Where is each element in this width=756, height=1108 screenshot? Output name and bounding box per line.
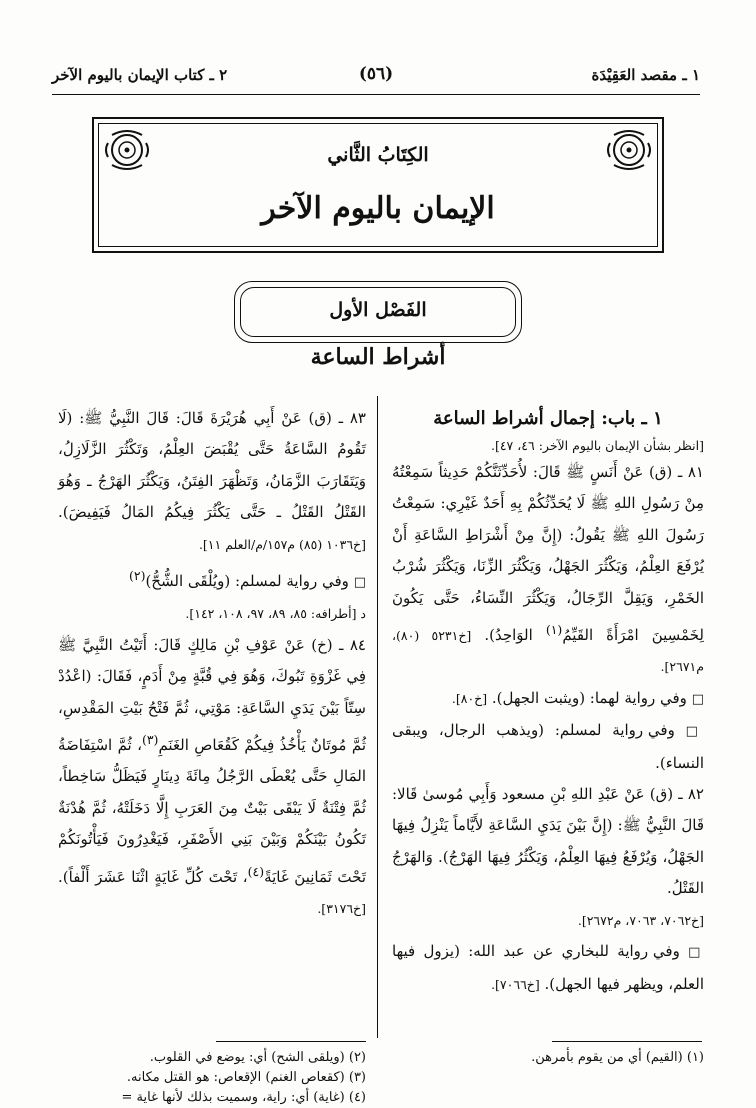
hadith-81-end: الوَاحِدُ). — [484, 626, 546, 645]
hadith-81-variant-1 — [392, 683, 704, 715]
hadith-81 — [392, 457, 704, 683]
chapter-title: الفَصْل الأول — [329, 299, 427, 321]
hadith-83-variant-1 — [58, 560, 366, 598]
floral-ornament-icon — [604, 125, 654, 175]
variant-text: وفي رواية للبخاري عن عبد الله: (يزول فيها العلم، ويظهر فيها الجهل). — [392, 942, 704, 993]
hadith-82-reference: [خ٧٠٦٢، ٧٠٦٣، م٢٦٧٢]. — [577, 912, 704, 928]
bullet-icon: □ — [685, 724, 704, 740]
bullet-icon: □ — [353, 575, 366, 591]
hadith-81-reference: [خ٥٢٣١ (٨٠)، م٢٦٧١]. — [392, 628, 704, 675]
footnotes-left — [58, 1048, 366, 1108]
footnote-4: (٤) (غاية) أي: راية، وسميت بذلك لأنها غاية = — [121, 1090, 366, 1105]
hadith-84-text: ٨٤ ـ (خ) عَنْ عَوْفِ بْنِ مَالِكٍ قَالَ: أَتَيْتُ النَّبِيَّ ﷺ فِي غَزْوَةِ تَبُوكَ، وَهُوَ فِي قُبَّةٍ مِنْ أَدَمٍ، فَقَالَ: (اعْدُدْ سِتّاً بَيْنَ يَدَيِ السَّاعَةِ: مَوْتِي، ثُمَّ فَتْحُ بَيْتِ المَقْدِسِ، ثُمَّ مُوتَانٌ يَأْخُذُ فِيكُمْ كَقُعَاصِ الغَنَمِ — [58, 635, 366, 755]
footnote-rule — [216, 1041, 366, 1043]
page-number: (٥٦) — [358, 64, 394, 84]
hadith-81-text: ٨١ ـ (ق) عَنْ أَنَسٍ ﷺ قَالَ: لأُحَدِّثَنَّكُمْ حَدِيثاً سَمِعْتُهُ مِنْ رَسُولِ اللهِ ﷺ لَا يُحَدِّثُكُمْ بِهِ أَحَدٌ غَيْرِي: سَمِعْتُ رَسُولَ اللهِ ﷺ يَقُولُ: (إِنَّ مِنْ أَشْرَاطِ السَّاعَةِ أَنْ يُرْفَعَ العِلْمُ، وَيَكْثُرَ الجَهْلُ، وَيَكْثُرَ الزِّنَا، وَيَكْثُرَ شُرْبُ الخَمْرِ، وَيَقِلَّ الرِّجَالُ، وَيَكْثُرَ النِّسَاءُ، حَتَّى يَكُونَ لِخَمْسِينَ امْرَأَةً القَيِّمُ — [392, 463, 704, 645]
hadith-83-text: ٨٣ ـ (ق) عَنْ أَبِي هُرَيْرَةَ قَالَ: قَالَ النَّبِيُّ ﷺ: (لَا تَقُومُ السَّاعَةُ حَتَّى يُقْبَضَ العِلْمُ، وَتَكْثُرَ الزَّلَازِلُ، وَيَتَقَارَبَ الزَّمَانُ، وَتَظْهَرَ الفِتَنُ، وَيَكْثُرَ الهَرْجُ ـ وَهُوَ القَتْلُ القَتْلُ ـ حَتَّى يَكْثُرَ فِيكُمُ المَالُ فَيَفِيضَ). — [58, 409, 366, 522]
book-title: الإيمان باليوم الآخر — [261, 191, 495, 226]
variant-text: وفي رواية لهما: (ويثبت الجهل). — [491, 688, 687, 707]
footnote-marker: (٣) — [141, 732, 159, 748]
variant-text: وفي رواية لمسلم: (ويُلْقَى الشُّحُّ) — [145, 572, 349, 591]
hadith-84 — [58, 630, 366, 925]
left-column — [58, 403, 366, 925]
hadith-82-variant-1 — [392, 936, 704, 1000]
book-number: الكِتَابُ الثَّاني — [327, 144, 429, 166]
footnotes-right — [392, 1048, 704, 1068]
variant-reference: [خ٨٠]. — [451, 690, 488, 706]
right-column — [392, 403, 704, 1000]
header-part-title: ١ ـ مقصد العَقِيْدَة — [591, 66, 700, 84]
footnote-marker: (٤) — [247, 863, 265, 879]
running-header — [52, 62, 700, 92]
hadith-82-text: ٨٢ ـ (ق) عَنْ عَبْدِ اللهِ بْنِ مسعود وَأَبِي مُوسىٰ قَالا: قَالَ النَّبِيُّ ﷺ: (إِنَّ بَيْنَ يَدَيِ السَّاعَةِ لأَيَّاماً يَنْزِلُ فِيهَا الجَهْلُ، وَيُرْفَعُ فِيهَا العِلْمُ، وَيَكْثُرُ فِيهَا الهَرْجُ). وَالهَرْجُ القَتْلُ. — [392, 785, 704, 898]
hadith-83-reference: [خ١٠٣٦ (٨٥) م١٥٧/م/العلم ١١]. — [198, 536, 366, 552]
bullet-icon: □ — [688, 945, 704, 961]
hadith-83-variant-reference: د [أطرافه: ٨٥، ٨٩، ٩٧، ١٠٨، ١٤٢]. — [185, 606, 366, 622]
footnote-2: (٢) (ويلقى الشح) أي: يوضع في القلوب. — [149, 1050, 366, 1065]
hadith-83 — [58, 403, 366, 560]
footnote-rule — [552, 1041, 702, 1043]
hadith-82 — [392, 779, 704, 905]
hadith-84-mid: ، ثُمَّ اسْتِفَاضَةُ المَالِ حَتَّى يُعْطَى الرَّجُلُ مِائَةَ دِينَارٍ فَيَظَلُّ سَاخِطاً، ثُمَّ فِتْنَةٌ لَا يَبْقَى بَيْتٌ مِنَ العَرَبِ إِلَّا دَخَلَتْهُ، ثُمَّ هُدْنَةٌ تَكُونُ بَيْنَكُمْ وَبَيْنَ بَنِي الأَصْفَرِ، فَيَغْدِرُونَ فَيَأْتُونَكُمْ تَحْتَ ثَمَانِينَ غَايَةً — [58, 736, 367, 886]
hadith-84-end: ، تَحْتَ كُلِّ غَايَةٍ اثْنَا عَشَرَ أَلْفاً). — [58, 867, 248, 886]
header-rule — [52, 94, 700, 95]
variant-reference: [خ٧٠٦٦]. — [491, 976, 540, 992]
footnote-marker: (٢) — [128, 568, 146, 584]
bab-heading: ١ ـ باب: إجمال أشراط الساعة — [433, 408, 663, 429]
footnote-1: (١) (القيم) أي من يقوم بأمرهن. — [531, 1050, 704, 1065]
bab-reference: [انظر بشأن الإيمان باليوم الآخر: ٤٦، ٤٧]. — [490, 438, 704, 453]
hadith-84-reference: [خ٣١٧٦]. — [317, 901, 366, 917]
bullet-icon: □ — [691, 691, 704, 707]
section-title: أشراط الساعة — [310, 344, 446, 370]
hadith-81-variant-2 — [392, 715, 704, 779]
floral-ornament-icon — [102, 125, 152, 175]
footnote-3: (٣) (كقعاص الغنم) الإقعاص: هو القتل مكانه. — [126, 1070, 366, 1085]
variant-text: وفي رواية لمسلم: (ويذهب الرجال، ويبقى النساء). — [392, 721, 704, 772]
book-title-frame-inner — [98, 123, 658, 247]
column-divider — [377, 396, 378, 1038]
footnote-marker: (١) — [545, 622, 563, 638]
header-book-title: ٢ ـ كتاب الإيمان باليوم الآخر — [52, 66, 228, 84]
